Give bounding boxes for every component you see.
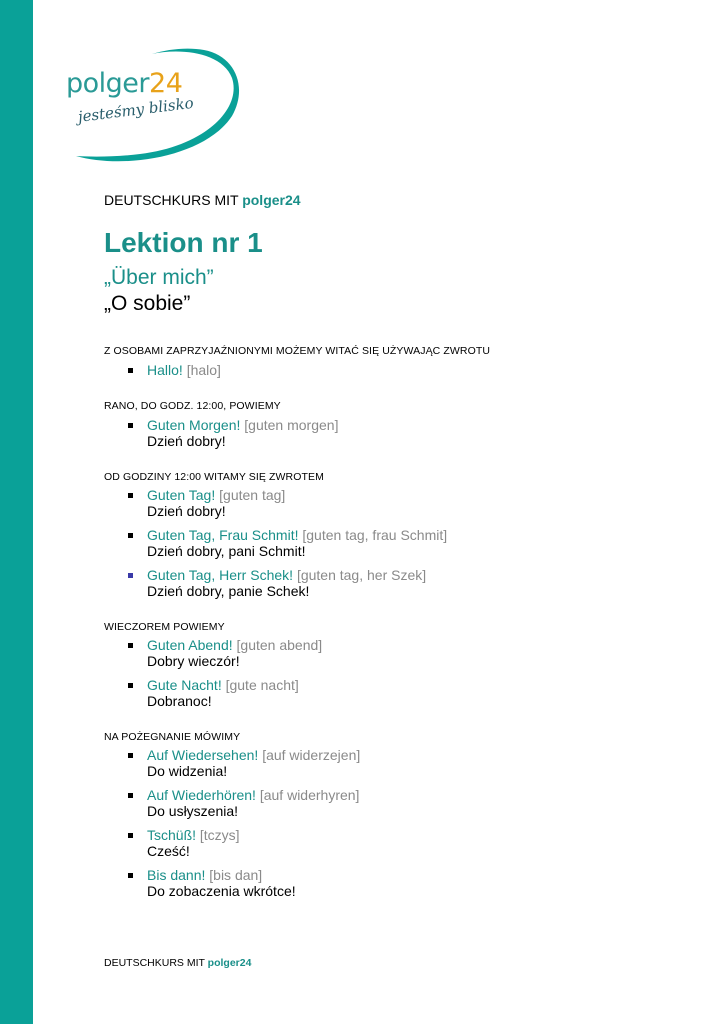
phrase-polish: Do zobaczenia wkrótce! [147,883,296,899]
section-heading: NA POŻEGNANIE MÓWIMY [104,731,241,743]
phrase-german-line [147,487,285,503]
phrase-polish: Dzień dobry! [147,433,226,449]
phrase-german: Auf Wiederhören! [147,787,256,803]
phrase-german: Auf Wiedersehen! [147,747,259,763]
lesson-subtitle-polish: „O sobie” [104,292,191,315]
footer-brand: polger24 [207,957,252,969]
phrase-polish: Do widzenia! [147,763,228,779]
section-heading: OD GODZINY 12:00 WITAMY SIĘ ZWROTEM [104,471,324,483]
logo-tagline: jesteśmy blisko [76,93,195,126]
phrase-german-line [147,787,359,803]
phrase-german: Hallo! [147,362,183,378]
bullet-icon [128,533,133,538]
section-heading: WIECZOREM POWIEMY [104,621,225,633]
phrase-german-line [147,867,262,883]
course-brand: polger24 [242,192,301,208]
phrase-polish: Dobranoc! [147,693,212,709]
phrase-polish: Cześć! [147,843,190,859]
phrase-pronunciation: [halo] [186,362,221,378]
course-prefix: DEUTSCHKURS MIT [104,192,239,208]
bullet-icon [128,573,133,578]
phrase-pronunciation: [guten tag, frau Schmit] [302,527,448,543]
phrase-pronunciation: [gute nacht] [225,677,299,693]
phrase-german: Gute Nacht! [147,677,222,693]
phrase-german: Guten Tag, Herr Schek! [147,567,294,583]
polger24-logo [56,44,246,166]
phrase-pronunciation: [bis dan] [209,867,263,883]
bullet-icon [128,493,133,498]
phrase-german-line [147,677,299,693]
phrase-german-line [147,567,426,583]
phrase-pronunciation: [auf widerzejen] [262,747,361,763]
phrase-pronunciation: [tczys] [199,827,240,843]
logo-wordmark: polger24 [66,68,183,99]
phrase-german: Guten Morgen! [147,417,241,433]
phrase-polish: Dzień dobry! [147,503,226,519]
phrase-pronunciation: [guten morgen] [244,417,339,433]
bullet-icon [128,423,133,428]
phrase-pronunciation: [guten tag] [219,487,286,503]
section-heading: RANO, DO GODZ. 12:00, POWIEMY [104,400,281,412]
phrase-polish: Dzień dobry, panie Schek! [147,583,310,599]
bullet-icon [128,368,133,373]
phrase-german: Guten Abend! [147,637,233,653]
bullet-icon [128,643,133,648]
phrase-german-line [147,417,338,433]
phrase-pronunciation: [guten abend] [236,637,323,653]
bullet-icon [128,683,133,688]
phrase-pronunciation: [auf widerhyren] [259,787,360,803]
bullet-icon [128,753,133,758]
page-footer [104,957,251,969]
phrase-polish: Dobry wieczór! [147,653,240,669]
bullet-icon [128,873,133,878]
phrase-german-line [147,362,221,378]
lesson-title: Lektion nr 1 [104,227,263,258]
phrase-polish: Dzień dobry, pani Schmit! [147,543,306,559]
phrase-german: Guten Tag! [147,487,216,503]
phrase-german-line [147,747,360,763]
bullet-icon [128,833,133,838]
phrase-german: Guten Tag, Frau Schmit! [147,527,299,543]
section-heading: Z OSOBAMI ZAPRZYJAŹNIONYMI MOŻEMY WITAĆ SIĘ UŻYWAJĄC ZWROTU [104,345,491,357]
course-header [104,192,301,208]
phrase-pronunciation: [guten tag, her Szek] [296,567,427,583]
phrase-german: Tschüß! [147,827,197,843]
phrase-german-line [147,637,322,653]
phrase-german-line [147,527,447,543]
phrase-german-line [147,827,240,843]
phrase-polish: Do usłyszenia! [147,803,239,819]
lesson-subtitle-german: „Über mich” [104,266,214,289]
phrase-german: Bis dann! [147,867,206,883]
footer-course-prefix: DEUTSCHKURS MIT [104,957,205,969]
side-color-band [0,0,33,1024]
bullet-icon [128,793,133,798]
